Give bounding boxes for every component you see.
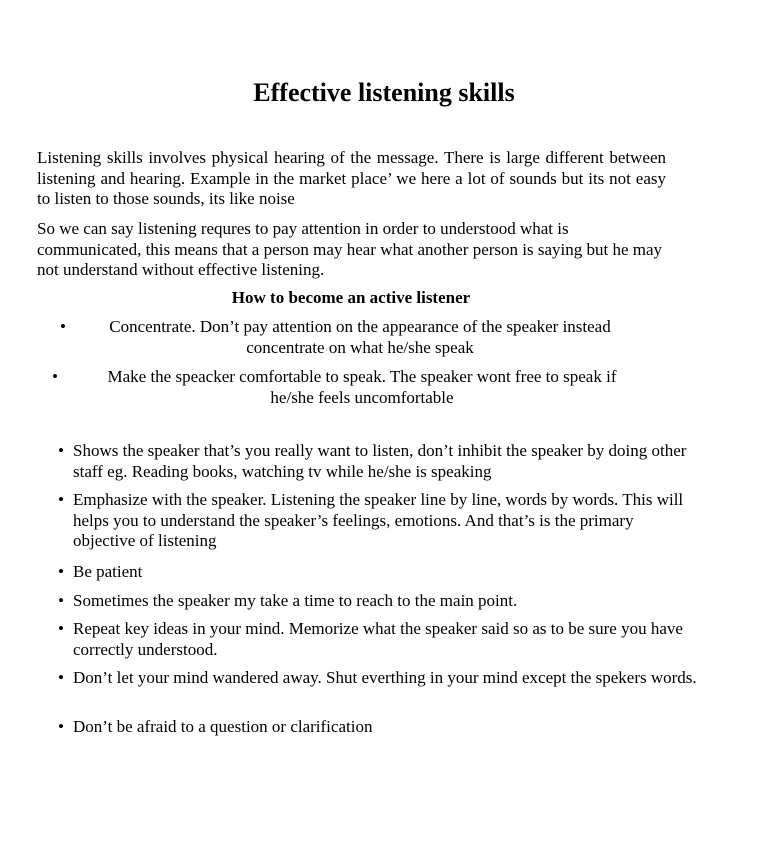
list-item-text: Don’t let your mind wandered away. Shut everthing in your mind except the spekers words. [73,668,697,687]
bullet-icon: • [58,591,64,610]
bullet-icon: • [58,441,64,460]
list-item-text: Don’t be afraid to a question or clarification [73,717,373,736]
list-item [58,490,698,552]
bullet-icon: • [58,490,64,509]
document-title: Effective listening skills [253,78,515,107]
list-item [58,717,698,738]
list-item [58,619,698,660]
bullet-icon: • [58,668,64,687]
list-item [58,441,698,482]
list-item [58,562,698,583]
bullet-icon: • [60,317,66,336]
bullet-icon: • [58,562,64,581]
list-item-line: concentrate on what he/she speak [246,337,474,357]
list-item-text: Sometimes the speaker my take a time to reach to the main point. [73,591,518,610]
bullet-icon: • [58,717,64,736]
bullet-icon: • [52,367,58,386]
list-item-text: Emphasize with the speaker. Listening the speaker line by line, words by words. This will helps you to understand the speaker’s feelings, emotions. And that’s is the primary objective of listening [73,490,684,550]
list-item-line: Concentrate. Don’t pay attention on the appearance of the speaker instead [109,317,611,336]
intro-paragraph: Listening skills involves physical hearing of the message. There is large different between listening and hearing. Example in the market place’ we here a lot of sounds but its not easy to listen to those sounds, its like noise [37,148,666,208]
list-item-line: he/she feels uncomfortable [270,387,454,407]
second-paragraph: So we can say listening requres to pay attention in order to understood what is communicated, this means that a person may hear what another person is saying but he may not understand without effective listening. [37,219,663,279]
list-item-text: Shows the speaker that’s you really want to listen, don’t inhibit the speaker by doing other staff eg. Reading books, watching tv while he/she is speaking [73,441,687,481]
list-item-line: Make the speacker comfortable to speak. The speaker wont free to speak if [107,367,617,386]
bullet-icon: • [58,619,64,638]
list-item-text: Be patient [73,562,143,581]
section-heading: How to become an active listener [231,288,471,307]
list-item-text: Repeat key ideas in your mind. Memorize what the speaker said so as to be sure you have correctly understood. [73,619,683,659]
list-item [58,591,698,612]
list-item [58,668,698,689]
